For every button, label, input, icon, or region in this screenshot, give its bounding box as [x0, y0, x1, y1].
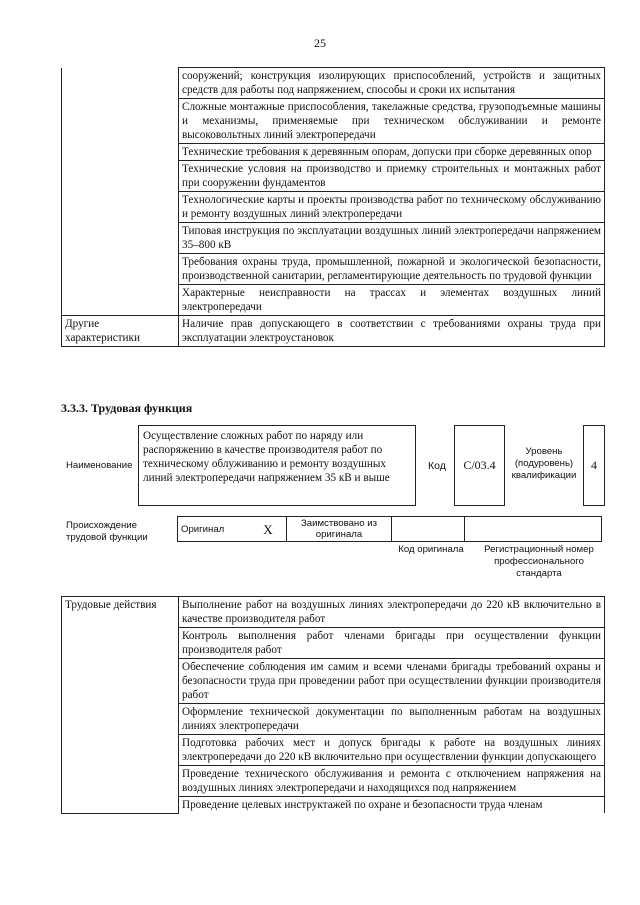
table-cell: Оформление технической документации по выполненным работам на воздушных линиях электропередачи: [179, 704, 605, 735]
table-row: [62, 597, 605, 628]
other-characteristics-value: Наличие прав допускающего в соответствии с требованиями охраны труда при эксплуатации электроустановок: [179, 316, 605, 347]
knowledge-table: [61, 67, 605, 347]
table-cell: Технические условия на производство и приемку строительных и монтажных работ при сооружении фундаментов: [179, 161, 605, 192]
table-cell: Подготовка рабочих мест и допуск бригады к работе на воздушных линиях электропередачи до 220 кВ включительно при осуществлении функции допускающего: [179, 735, 605, 766]
table-cell: Характерные неисправности на трассах и элементах воздушных линий электропередачи: [179, 285, 605, 316]
table-cell: Проведение технического обслуживания и ремонта с отключением напряжения на воздушных линиях электропередачи и находящихся под напряжением: [179, 766, 605, 797]
page-number: 25: [314, 36, 326, 50]
table-cell-empty: [62, 68, 179, 316]
labor-actions-table: [61, 596, 605, 814]
original-code-cell: [392, 517, 465, 542]
labor-actions-label: Трудовые действия: [62, 597, 179, 814]
origin-table: [177, 516, 602, 542]
section-title: 3.3.3. Трудовая функция: [61, 401, 193, 415]
table-cell: Технологические карты и проекты производства работ по техническому обслуживанию и ремонту воздушных линий электропередачи: [179, 192, 605, 223]
table-row: [62, 316, 605, 347]
original-mark: X: [250, 517, 287, 542]
borrowed-label: Заимствовано из оригинала: [287, 517, 392, 542]
table-cell: Сложные монтажные приспособления, такелажные средства, грузоподъемные машины и механизмы, применяемые при техническом обслуживании и ремонте высоковольтных линий электропередачи: [179, 99, 605, 144]
other-characteristics-label: Другие характеристики: [62, 316, 179, 347]
original-label: Оригинал: [178, 517, 251, 542]
function-code: C/03.4: [454, 425, 505, 506]
table-cell: Выполнение работ на воздушных линиях электропередачи до 220 кВ включительно в качестве производителя работ: [179, 597, 605, 628]
table-cell: Типовая инструкция по эксплуатации воздушных линий электропередачи напряжением 35–800 кВ: [179, 223, 605, 254]
table-cell: Проведение целевых инструктажей по охране и безопасности труда членам: [179, 797, 605, 814]
table-cell: Обеспечение соблюдения им самим и всеми членами бригады требований охраны и безопасности труда при проведении работ при осуществлении функции производителя работ: [179, 659, 605, 704]
registration-number-cell: [465, 517, 602, 542]
code-label: Код: [428, 460, 446, 472]
table-cell: Технические требования к деревянным опорам, допуски при сборке деревянных опор: [179, 144, 605, 161]
table-row: [178, 517, 602, 542]
level-label: Уровень (подуровень) квалификации: [511, 446, 577, 481]
registration-caption: Регистрационный номер профессионального стандарта: [484, 544, 594, 579]
name-label: Наименование: [66, 460, 133, 471]
function-name: Осуществление сложных работ по наряду или распоряжению в качестве производителя работ по техническому облуживанию и ремонту воздушных линий электропередачи напряжением 35 кВ и выше: [138, 425, 416, 506]
table-cell: Контроль выполнения работ членами бригады при осуществлении функции производителя работ: [179, 628, 605, 659]
table-cell: Требования охраны труда, промышленной, пожарной и экологической безопасности, производственной санитарии, регламентирующие деятельность по трудовой функции: [179, 254, 605, 285]
table-cell: сооружений; конструкция изолирующих приспособлений, устройств и защитных средств для работы под напряжением, способы и сроки их испытания: [179, 68, 605, 99]
original-code-caption: Код оригинала: [398, 544, 464, 555]
level-value: 4: [583, 425, 605, 506]
table-row: [62, 68, 605, 99]
origin-label: Происхождение трудовой функции: [66, 520, 148, 543]
